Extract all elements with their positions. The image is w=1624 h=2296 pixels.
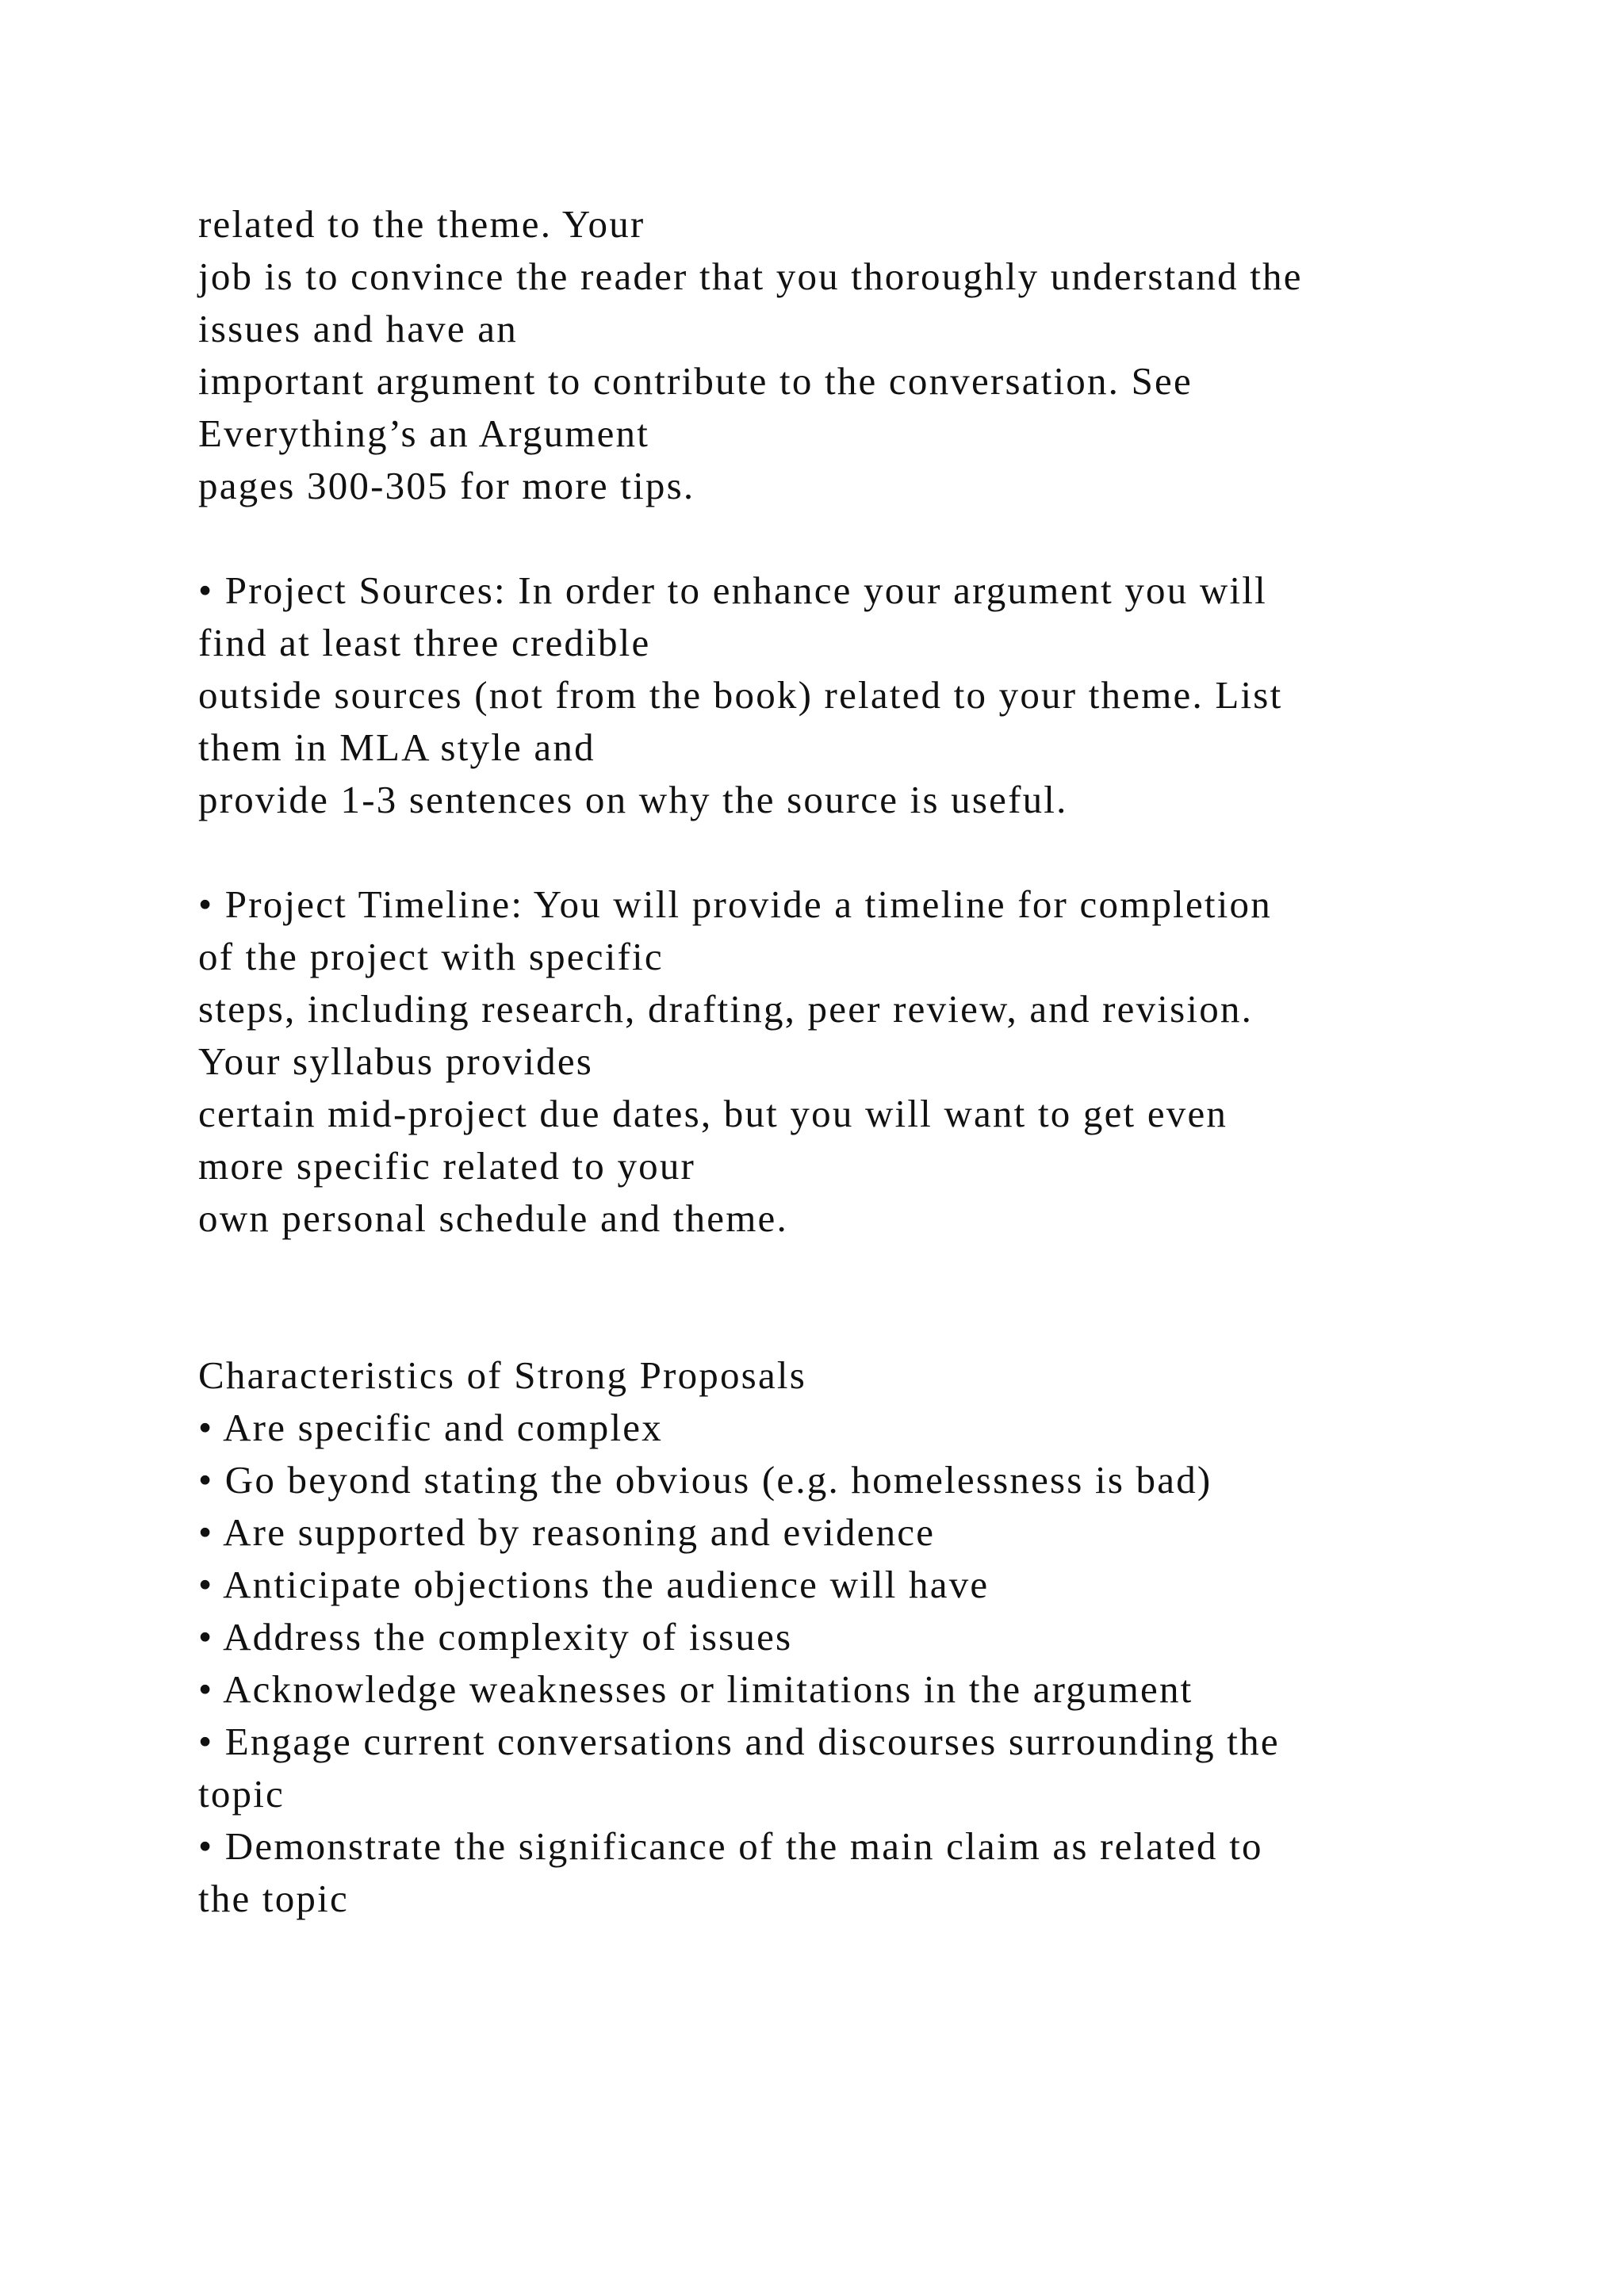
text-line: more specific related to your: [198, 1144, 696, 1188]
text-line: • Project Sources: In order to enhance your argument you will: [198, 568, 1267, 612]
list-item: • Are supported by reasoning and evidence: [198, 1510, 936, 1554]
list-item: • Address the complexity of issues: [198, 1615, 793, 1659]
list-item: topic: [198, 1772, 285, 1816]
list-item: • Are specific and complex: [198, 1406, 663, 1449]
list-item: the topic: [198, 1877, 349, 1920]
text-line: find at least three credible: [198, 621, 651, 664]
list-item: • Go beyond stating the obvious (e.g. homelessness is bad): [198, 1458, 1212, 1502]
list-item: • Engage current conversations and discourses surrounding the: [198, 1720, 1280, 1763]
text-line: outside sources (not from the book) related to your theme. List: [198, 673, 1283, 717]
text-line: steps, including research, drafting, peer review, and revision.: [198, 987, 1254, 1031]
text-line: Everything’s an Argument: [198, 411, 650, 455]
list-item: • Acknowledge weaknesses or limitations in the argument: [198, 1667, 1193, 1711]
project-timeline-paragraph: [198, 878, 1546, 1245]
text-line: issues and have an: [198, 307, 518, 350]
text-line: certain mid-project due dates, but you will want to get even: [198, 1092, 1228, 1135]
text-line: Your syllabus provides: [198, 1039, 594, 1083]
paragraph-spacer: [198, 512, 1546, 564]
intro-paragraph: [198, 198, 1546, 512]
document-page: [198, 198, 1546, 1925]
paragraph-spacer: [198, 826, 1546, 878]
text-line: pages 300-305 for more tips.: [198, 464, 695, 507]
text-line: own personal schedule and theme.: [198, 1196, 788, 1240]
section-heading: Characteristics of Strong Proposals: [198, 1353, 806, 1397]
project-sources-paragraph: [198, 564, 1546, 826]
text-line: related to the theme. Your: [198, 202, 645, 246]
text-line: important argument to contribute to the conversation. See: [198, 359, 1193, 403]
text-line: provide 1-3 sentences on why the source is useful.: [198, 778, 1068, 821]
list-item: • Anticipate objections the audience will have: [198, 1563, 990, 1606]
text-line: job is to convince the reader that you thoroughly understand the: [198, 254, 1303, 298]
characteristics-section: [198, 1349, 1546, 1925]
text-line: • Project Timeline: You will provide a timeline for completion: [198, 882, 1272, 926]
text-line: of the project with specific: [198, 935, 664, 978]
section-spacer: [198, 1245, 1546, 1349]
list-item: • Demonstrate the significance of the main claim as related to: [198, 1824, 1263, 1868]
text-line: them in MLA style and: [198, 725, 596, 769]
